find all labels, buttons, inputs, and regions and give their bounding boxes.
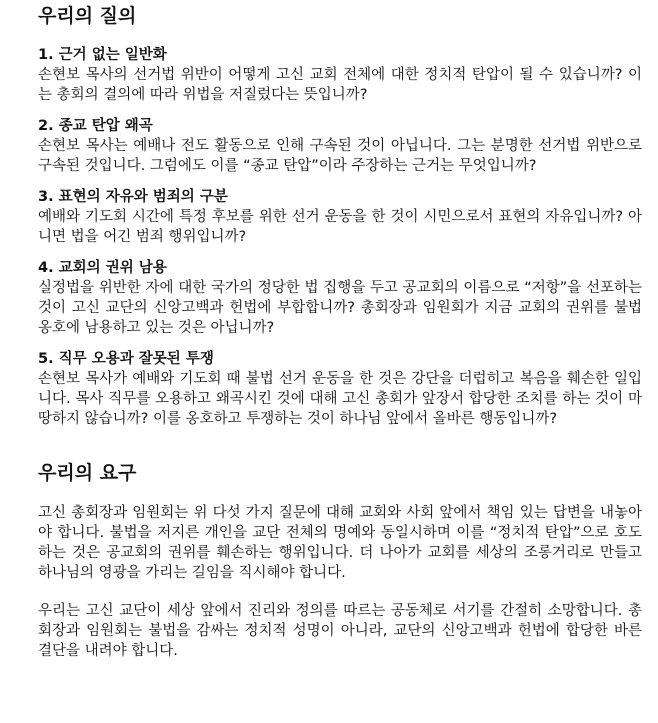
question-heading: 1. 근거 없는 일반화 — [38, 47, 167, 63]
demands-paragraph: 고신 총회장과 임원회는 위 다섯 가지 질문에 대해 교회와 사회 앞에서 책임 있는 답변을 내놓아야 합니다. 불법을 저지른 개인을 교단 전체의 명예와 동일시하며 이를 “정치적 탄압”으로 호도하는 것은 공교회의 권위를 훼손하는 행위입니다. 더 나아가 교회를 세상의 조롱거리로 만들고 하나님의 영광을 가리는 길임을 직시해야 합니다. — [38, 505, 642, 581]
question-heading: 4. 교회의 권위 남용 — [38, 260, 167, 276]
question-item — [38, 259, 642, 338]
question-heading: 2. 종교 탄압 왜곡 — [38, 118, 153, 134]
question-heading: 3. 표현의 자유와 범죄의 구분 — [38, 189, 228, 205]
question-item — [38, 188, 642, 247]
question-body: 실정법을 위반한 자에 대한 국가의 정당한 법 집행을 두고 공교회의 이름으로 “저항”을 선포하는 것이 고신 교단의 신앙고백과 헌법에 부합합니까? 총회장과 임원회가 지금 교회의 권위를 불법 옹호에 남용하고 있는 것은 아닙니까? — [38, 280, 642, 336]
question-body: 예배와 기도회 시간에 특정 후보를 위한 선거 운동을 한 것이 시민으로서 표현의 자유입니까? 아니면 법을 어긴 범죄 행위입니까? — [38, 209, 642, 245]
question-body: 손현보 목사가 예배와 기도회 때 불법 선거 운동을 한 것은 강단을 더럽히고 복음을 훼손한 일입니다. 목사 직무를 오용하고 왜곡시킨 것에 대해 고신 총회가 앞장서 합당한 조치를 하는 것이 마땅하지 않습니까? 이를 옹호하고 투쟁하는 것이 하나님 앞에서 올바른 행동입니까? — [38, 371, 642, 427]
section-title-demands: 우리의 요구 — [38, 462, 137, 484]
question-heading: 5. 직무 오용과 잘못된 투쟁 — [38, 351, 214, 367]
questions-list — [38, 46, 642, 429]
question-item — [38, 350, 642, 429]
question-body: 손현보 목사의 선거법 위반이 어떻게 고신 교회 전체에 대한 정치적 탄압이 될 수 있습니까? 이는 총회의 결의에 따라 위법을 저질렀다는 뜻입니까? — [38, 67, 642, 103]
question-item — [38, 46, 642, 105]
question-body: 손현보 목사는 예배나 전도 활동으로 인해 구속된 것이 아닙니다. 그는 분명한 선거법 위반으로 구속된 것입니다. 그럼에도 이를 “종교 탄압”이라 주장하는 근거는 무엇입니까? — [38, 138, 642, 174]
question-item — [38, 117, 642, 176]
demands-section — [38, 457, 642, 661]
demands-body — [38, 503, 642, 661]
demands-paragraph: 우리는 고신 교단이 세상 앞에서 진리와 정의를 따르는 공동체로 서기를 간절히 소망합니다. 총회장과 임원회는 불법을 감싸는 정치적 성명이 아니라, 교단의 신앙고백과 헌법에 합당한 바른 결단을 내려야 합니다. — [38, 603, 642, 659]
section-title-questions: 우리의 질의 — [38, 5, 137, 27]
